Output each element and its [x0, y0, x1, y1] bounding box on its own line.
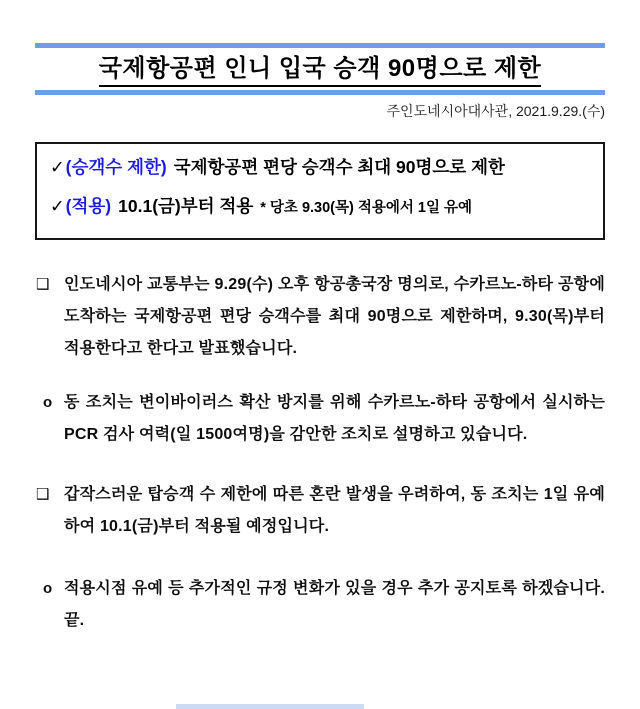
paragraph-text: 인도네시아 교통부는 9.29(수) 오후 항공총국장 명의로, 수카르노-하타 공항에 도착하는 국제항공편 편당 승객수를 최대 90명으로 제한하며, 9.30(목)부터 적용한다고 한다고 발표했습니다.: [64, 276, 605, 357]
top-divider-line: [35, 43, 605, 48]
body-area: [35, 269, 605, 637]
paragraph: [35, 269, 605, 365]
title-divider-line: [35, 90, 605, 95]
paragraph: [35, 573, 605, 637]
summary-box: [35, 142, 605, 240]
circle-bullet-icon: o: [43, 394, 53, 411]
summary-item-effective-date: [50, 188, 593, 227]
circle-bullet-icon: o: [43, 580, 53, 597]
paragraph-text: 동 조치는 변이바이러스 확산 방지를 위해 수카르노-하타 공항에서 실시하는 PCR 검사 여력(일 1500여명)을 감안한 조치로 설명하고 있습니다.: [64, 394, 605, 443]
paragraph-text: 갑작스러운 탑승객 수 제한에 따른 혼란 발생을 우려하여, 동 조치는 1일 유예하여 10.1(금)부터 적용될 예정입니다.: [64, 486, 605, 535]
page-break-bar: [176, 704, 364, 709]
paragraph: [35, 387, 605, 451]
summary-label: (승객수 제한): [65, 157, 167, 177]
summary-item-passenger-limit: [50, 149, 593, 188]
paragraph: [35, 479, 605, 543]
document-content: [0, 43, 640, 637]
summary-text: 국제항공편 편당 승객수 최대 90명으로 제한: [173, 157, 505, 177]
summary-note: * 당초 9.30(목) 적용에서 1일 유예: [260, 200, 473, 216]
summary-label: (적용): [65, 196, 112, 216]
title-block: [35, 54, 605, 87]
summary-text: 10.1(금)부터 적용: [118, 196, 254, 216]
checkmark-icon: ✓: [50, 157, 65, 177]
paragraph-text: 적용시점 유예 등 추가적인 규정 변화가 있을 경우 추가 공지토록 하겠습니다. 끝.: [64, 580, 605, 629]
square-bullet-icon: ❑: [36, 486, 50, 503]
checkmark-icon: ✓: [50, 196, 65, 216]
square-bullet-icon: ❑: [36, 276, 50, 293]
byline: 주인도네시아대사관, 2021.9.29.(수): [386, 103, 605, 119]
page-title: 국제항공편 인니 입국 승객 90명으로 제한: [99, 54, 541, 87]
